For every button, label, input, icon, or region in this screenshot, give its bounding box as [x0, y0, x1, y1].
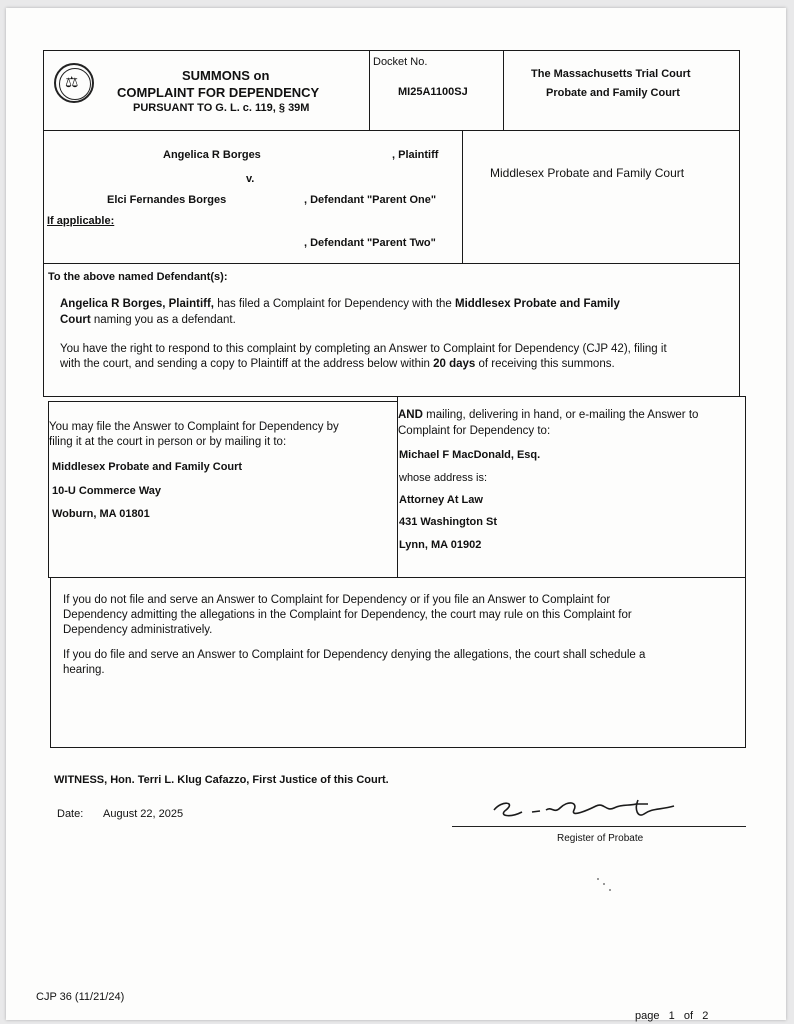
witness-line: WITNESS, Hon. Terri L. Klug Cafazzo, First Justice of this Court. — [54, 774, 389, 786]
filing-court-name: Middlesex Probate and Family Court — [52, 461, 243, 473]
attorney-firm: Attorney At Law — [399, 494, 483, 506]
plaintiff-label: , Plaintiff — [392, 149, 439, 161]
filing-left-line2: filing it at the court in person or by mailing it to: — [49, 436, 287, 448]
court-line2: Probate and Family Court — [546, 87, 680, 99]
page-number: page 1 of 2 — [635, 1010, 709, 1022]
text-span: has filed a Complaint for Dependency with the — [214, 298, 455, 310]
docket-label: Docket No. — [373, 56, 428, 68]
title-line1: SUMMONS on — [182, 68, 270, 83]
defendant2-label: , Defendant "Parent Two" — [304, 237, 436, 249]
court-name: Middlesex Probate and Family Court — [490, 166, 685, 180]
days-bold: 20 days — [433, 358, 476, 370]
and-bold: AND — [398, 409, 423, 421]
filing-court-city: Woburn, MA 01801 — [52, 508, 150, 520]
title-line2: COMPLAINT FOR DEPENDENCY — [117, 85, 320, 100]
text-span: with the court, and sending a copy to Plaintiff at the address below within — [60, 358, 434, 370]
speck — [609, 889, 611, 891]
notice-para1-line2 — [60, 313, 236, 328]
date-value: August 22, 2025 — [103, 808, 184, 820]
filing-right-line1 — [398, 408, 698, 423]
filing-court-street: 10-U Commerce Way — [52, 485, 162, 497]
versus-label: v. — [246, 173, 255, 185]
notice-box — [43, 263, 740, 397]
form-id: CJP 36 (11/21/24) — [36, 991, 125, 1003]
attorney-street: 431 Washington St — [399, 516, 497, 528]
court-bold-2: Court — [60, 314, 91, 326]
address-label: whose address is: — [399, 472, 488, 484]
court-seal-icon: ⚖ — [54, 63, 94, 103]
attorney-city: Lynn, MA 01902 — [399, 539, 482, 551]
filing-left-line1: You may file the Answer to Complaint for Dependency by — [49, 421, 339, 433]
text-span: of receiving this summons. — [475, 358, 615, 370]
date-label: Date: — [57, 808, 84, 820]
text-span: mailing, delivering in hand, or e-mailing the Answer to — [422, 409, 699, 421]
text-span: naming you as a defendant. — [90, 314, 236, 326]
notice-heading: To the above named Defendant(s): — [48, 271, 228, 283]
signature-line — [452, 826, 746, 827]
plaintiff-bold: Angelica R Borges, Plaintiff, — [60, 298, 214, 310]
docket-number: MI25A1100SJ — [398, 86, 468, 98]
notice-para2-line2 — [60, 357, 615, 372]
defendant1-label: , Defendant "Parent One" — [304, 194, 437, 206]
notice-para2-line1: You have the right to respond to this complaint by completing an Answer to Complaint for Dependency (CJP 42), filing it — [60, 343, 667, 355]
court-line1: The Massachusetts Trial Court — [531, 68, 691, 80]
warning-p1-line3: Dependency administratively. — [63, 624, 213, 636]
signature-icon — [488, 796, 698, 826]
attorney-name: Michael F MacDonald, Esq. — [399, 449, 541, 461]
if-applicable-label: If applicable: — [47, 215, 115, 227]
court-bold: Middlesex Probate and Family — [455, 298, 620, 310]
notice-para1-line1 — [60, 297, 620, 312]
warning-p2-line2: hearing. — [63, 664, 105, 676]
court-name-box — [462, 130, 740, 264]
plaintiff-name: Angelica R Borges — [163, 149, 261, 161]
title-line3: PURSUANT TO G. L. c. 119, § 39M — [133, 102, 310, 114]
defendant1-name: Elci Fernandes Borges — [107, 194, 227, 206]
warning-p1-line1: If you do not file and serve an Answer to Complaint for Dependency or if you file an Answer to Complaint for — [63, 594, 611, 606]
warning-p1-line2: Dependency admitting the allegations in the Complaint for Dependency, the court may rule on this Complaint for — [63, 609, 632, 621]
speck — [597, 878, 599, 880]
warning-p2-line1: If you do file and serve an Answer to Complaint for Dependency denying the allegations, the court shall schedule a — [63, 649, 646, 661]
speck — [603, 883, 605, 885]
register-label: Register of Probate — [557, 833, 644, 844]
filing-right-line2: Complaint for Dependency to: — [398, 425, 551, 437]
